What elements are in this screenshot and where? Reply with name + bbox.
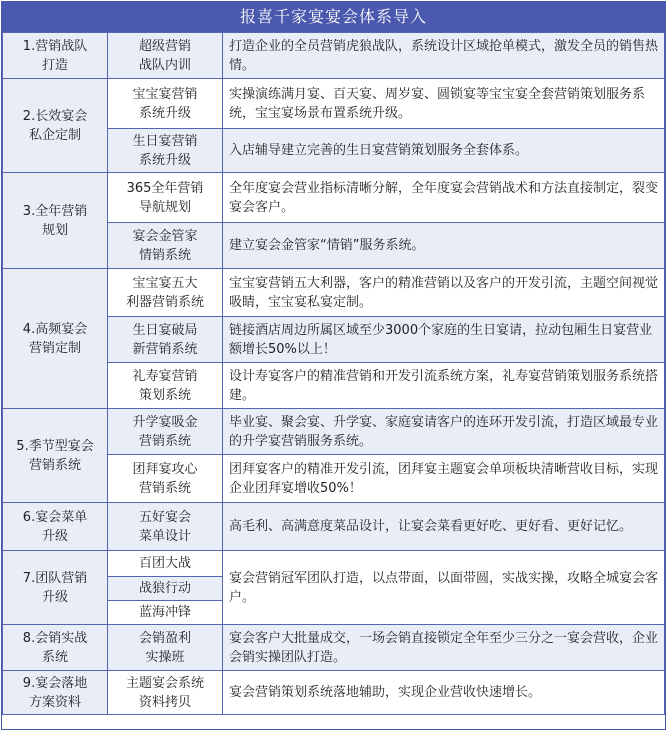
module-name-cell: 生日宴破局 新营销系统 — [108, 317, 223, 363]
table-row — [3, 625, 665, 671]
module-description-cell: 打造企业的全员营销虎狼战队，系统设计区域抢单模式，激发全员的销售热情。 — [223, 33, 665, 79]
module-name-cell: 升学宴吸金 营销系统 — [108, 409, 223, 455]
module-name-cell: 宴会金管家 情销系统 — [108, 223, 223, 269]
document-page — [1, 1, 666, 730]
module-description-cell: 团拜宴客户的精准开发引流，团拜宴主题宴会单项板块清晰营收目标，实现企业团拜宴增收50%！ — [223, 455, 665, 503]
module-name-cell: 主题宴会系统 资料拷贝 — [108, 671, 223, 715]
module-description-cell: 建立宴会金管家“情销”服务系统。 — [223, 223, 665, 269]
category-cell: 3.全年营销 规划 — [3, 173, 108, 269]
table-row — [3, 409, 665, 455]
system-table — [2, 32, 665, 715]
category-cell: 9.宴会落地 方案资料 — [3, 671, 108, 715]
module-description-cell: 链接酒店周边所属区域至少3000个家庭的生日宴请，拉动包厢生日宴营业额增长50%以上！ — [223, 317, 665, 363]
module-description-cell: 入店辅导建立完善的生日宴营销策划服务全套体系。 — [223, 129, 665, 173]
table-row — [3, 33, 665, 79]
module-description-cell: 宴会营销冠军团队打造，以点带面，以面带圆，实战实操，攻略全城宴会客户。 — [223, 551, 665, 625]
module-name-cell: 生日宴营销 系统升级 — [108, 129, 223, 173]
category-cell: 4.高频宴会 营销定制 — [3, 269, 108, 409]
module-name-cell: 百团大战 — [108, 551, 223, 577]
module-name-cell: 宝宝宴五大 利器营销系统 — [108, 269, 223, 317]
module-name-cell: 战狼行动 — [108, 577, 223, 601]
module-description-cell: 实操演练满月宴、百天宴、周岁宴、圆锁宴等宝宝宴全套营销策划服务系统，宝宝宴场景布置系统升级。 — [223, 79, 665, 129]
module-name-cell: 五好宴会 菜单设计 — [108, 503, 223, 551]
module-name-cell: 宝宝宴营销 系统升级 — [108, 79, 223, 129]
module-name-cell: 365全年营销 导航规划 — [108, 173, 223, 223]
module-name-cell: 团拜宴攻心 营销系统 — [108, 455, 223, 503]
module-description-cell: 毕业宴、聚会宴、升学宴、家庭宴请客户的连环开发引流，打造区域最专业的升学宴营销服务系统。 — [223, 409, 665, 455]
module-name-cell: 超级营销 战队内训 — [108, 33, 223, 79]
table-row — [3, 503, 665, 551]
module-name-cell: 礼寿宴营销 策划系统 — [108, 363, 223, 409]
table-row — [3, 551, 665, 577]
table-row — [3, 79, 665, 129]
module-description-cell: 设计寿宴客户的精准营销和开发引流系统方案，礼寿宴营销策划服务系统搭建。 — [223, 363, 665, 409]
module-description-cell: 宴会客户大批量成交，一场会销直接锁定全年至少三分之一宴会营收，企业会销实操团队打造。 — [223, 625, 665, 671]
table-row — [3, 173, 665, 223]
module-name-cell: 蓝海冲锋 — [108, 601, 223, 625]
category-cell: 1.营销战队 打造 — [3, 33, 108, 79]
table-row — [3, 671, 665, 715]
category-cell: 7.团队营销 升级 — [3, 551, 108, 625]
category-cell: 2.长效宴会 私企定制 — [3, 79, 108, 173]
category-cell: 6.宴会菜单 升级 — [3, 503, 108, 551]
category-cell: 8.会销实战 系统 — [3, 625, 108, 671]
table-row — [3, 269, 665, 317]
page-title: 报喜千家宴宴会体系导入 — [2, 2, 665, 32]
module-description-cell: 全年度宴会营业指标清晰分解，全年度宴会营销战术和方法直接制定，裂变宴会客户。 — [223, 173, 665, 223]
module-name-cell: 会销盈利 实操班 — [108, 625, 223, 671]
category-cell: 5.季节型宴会 营销系统 — [3, 409, 108, 503]
module-description-cell: 高毛利、高满意度菜品设计，让宴会菜看更好吃、更好看、更好记忆。 — [223, 503, 665, 551]
module-description-cell: 宴会营销策划系统落地辅助，实现企业营收快速增长。 — [223, 671, 665, 715]
module-description-cell: 宝宝宴营销五大利器，客户的精准营销以及客户的开发引流，主题空间视觉吸睛，宝宝宴私宴定制。 — [223, 269, 665, 317]
